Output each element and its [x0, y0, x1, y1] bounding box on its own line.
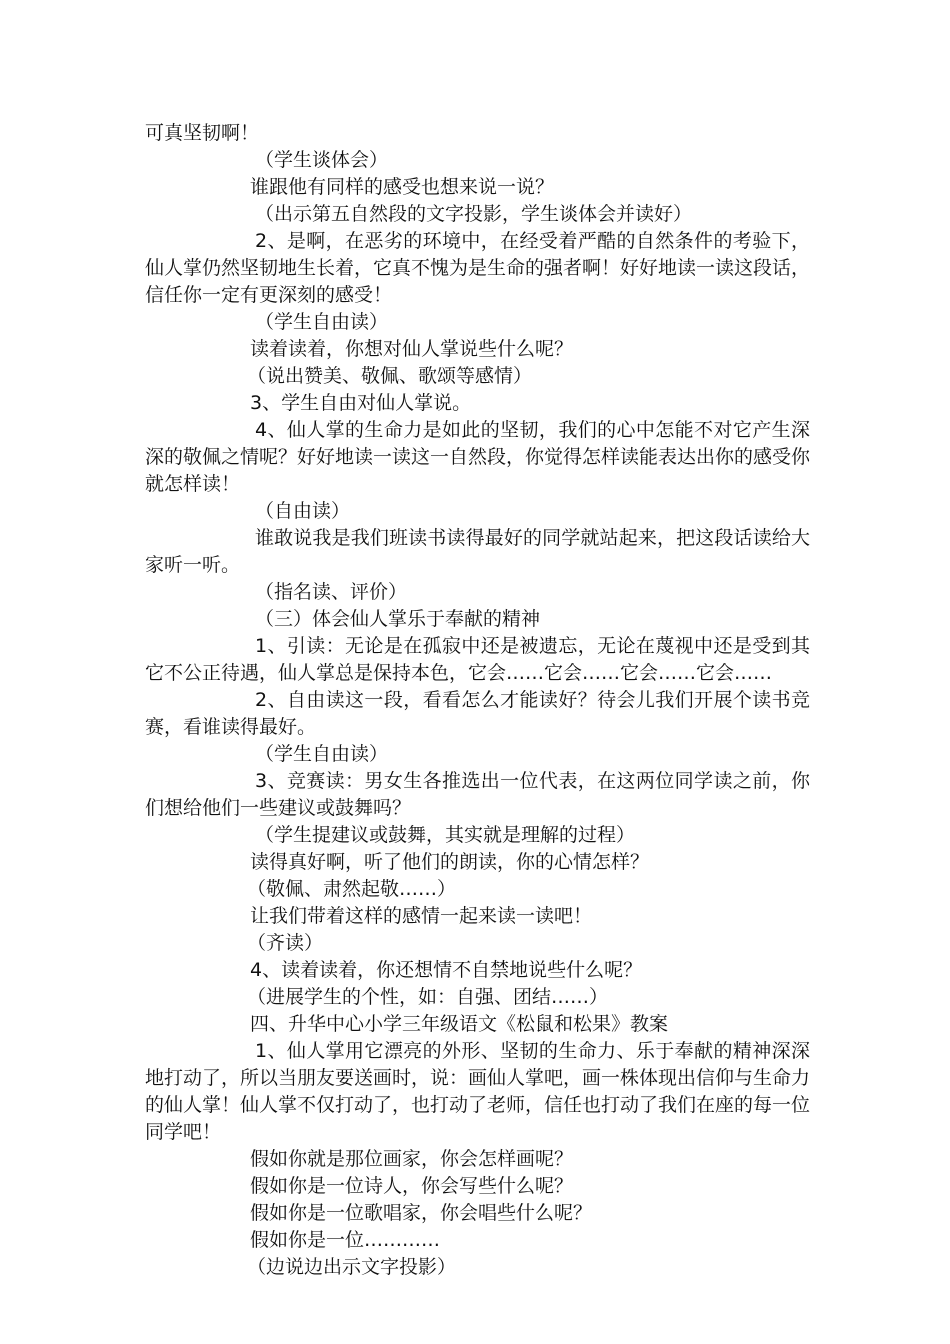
paragraph-13: （指名读、评价）: [255, 581, 408, 603]
paragraph-9: 3、学生自由对仙人掌说。: [250, 392, 472, 414]
paragraph-23: （齐读）: [247, 932, 324, 954]
paragraph-30: 假如你是一位歌唱家，你会唱些什么呢？: [250, 1202, 593, 1224]
paragraph-14: （三）体会仙人掌乐于奉献的精神: [255, 608, 541, 630]
paragraph-4: （出示第五自然段的文字投影，学生谈体会并读好）: [255, 203, 693, 225]
paragraph-16: 2、自由读这一段，看看怎么才能读好？待会儿我们开展个读书竞赛，看谁读得最好。: [145, 689, 810, 738]
paragraph-1: 可真坚韧啊！: [145, 122, 260, 144]
paragraph-7: 读着读着，你想对仙人掌说些什么呢？: [250, 338, 574, 360]
paragraph-6: （学生自由读）: [255, 311, 389, 333]
paragraph-12: 谁敢说我是我们班读书读得最好的同学就站起来，把这段话读给大家听一听。: [145, 527, 810, 576]
paragraph-20: 读得真好啊，听了他们的朗读，你的心情怎样？: [250, 851, 650, 873]
paragraph-19: （学生提建议或鼓舞，其实就是理解的过程）: [255, 824, 636, 846]
paragraph-8: （说出赞美、敬佩、歌颂等感情）: [247, 365, 533, 387]
paragraph-26: 四、升华中心小学三年级语文《松鼠和松果》教案: [250, 1013, 669, 1035]
paragraph-3: 谁跟他有同样的感受也想来说一说？: [250, 176, 555, 198]
paragraph-15: 1、引读：无论是在孤寂中还是被遗忘，无论在蔑视中还是受到其它不公正待遇，仙人掌总是保持本色，它会……它会……它会……它会……: [145, 635, 810, 684]
paragraph-2: （学生谈体会）: [255, 149, 389, 171]
document-body: [145, 120, 810, 1281]
paragraph-24: 4、读着读着，你还想情不自禁地说些什么呢？: [250, 959, 643, 981]
paragraph-25: （进展学生的个性，如：自强、团结……）: [247, 986, 609, 1008]
paragraph-11: （自由读）: [255, 500, 351, 522]
paragraph-10: 4、仙人掌的生命力是如此的坚韧，我们的心中怎能不对它产生深深的敬佩之情呢？好好地读一读这一自然段，你觉得怎样读能表达出你的感受你就怎样读！: [145, 419, 811, 495]
paragraph-27: 1、仙人掌用它漂亮的外形、坚韧的生命力、乐于奉献的精神深深地打动了，所以当朋友要送画时，说：画仙人掌吧，画一株体现出信仰与生命力的仙人掌！仙人掌不仅打动了，也打动了老师，信任也打动了我们在座的每一位同学吧！: [145, 1040, 811, 1143]
paragraph-28: 假如你就是那位画家，你会怎样画呢？: [250, 1148, 574, 1170]
paragraph-18: 3、竞赛读：男女生各推选出一位代表，在这两位同学读之前，你们想给他们一些建议或鼓舞吗？: [145, 770, 810, 819]
paragraph-31: 假如你是一位…………: [250, 1229, 441, 1251]
paragraph-32: （边说边出示文字投影）: [247, 1256, 457, 1278]
paragraph-5: 2、是啊，在恶劣的环境中，在经受着严酷的自然条件的考验下，仙人掌仍然坚韧地生长着，它真不愧为是生命的强者啊！好好地读一读这段话，信任你一定有更深刻的感受！: [145, 230, 811, 306]
paragraph-29: 假如你是一位诗人，你会写些什么呢？: [250, 1175, 574, 1197]
paragraph-22: 让我们带着这样的感情一起来读一读吧！: [250, 905, 593, 927]
paragraph-21: （敬佩、肃然起敬……）: [247, 878, 457, 900]
paragraph-17: （学生自由读）: [255, 743, 389, 765]
